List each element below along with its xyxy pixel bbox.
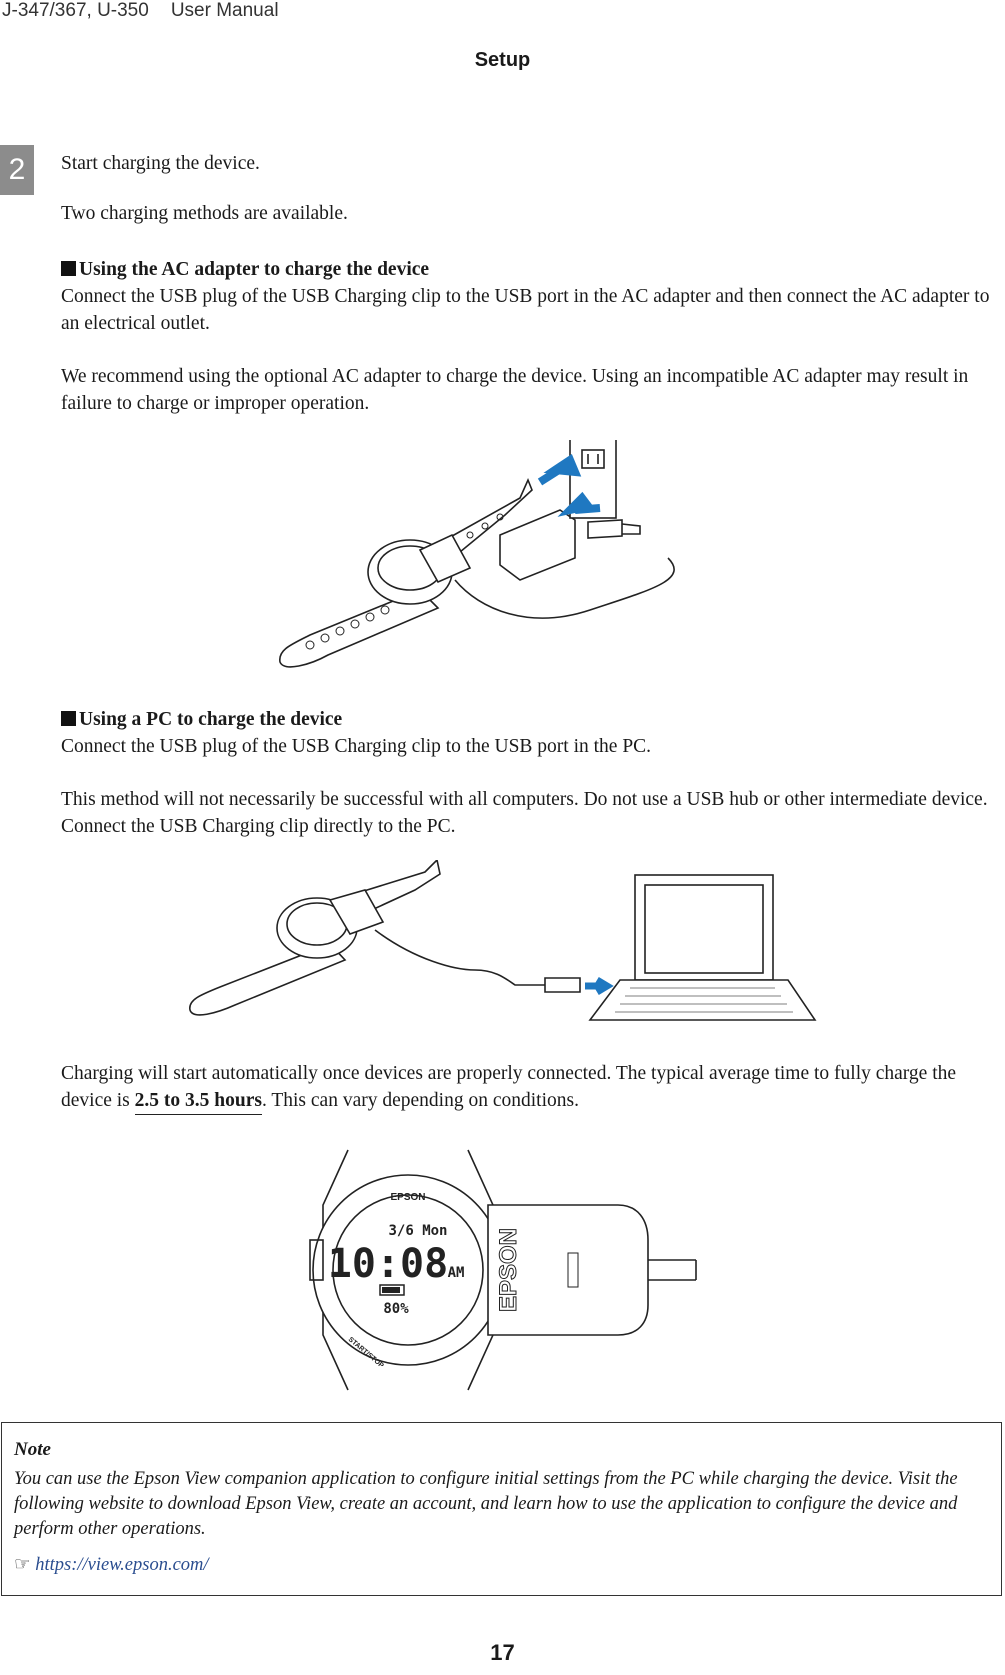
watch-time: 10:08	[327, 1241, 449, 1287]
pointing-hand-icon: ☞	[14, 1555, 31, 1575]
ac-adapter-charging-figure	[270, 440, 730, 675]
epson-view-link[interactable]: ☞ https://view.epson.com/	[14, 1555, 209, 1575]
pc-charging-figure	[185, 860, 820, 1030]
ac-method-heading: Using the AC adapter to charge the device	[61, 256, 429, 283]
watch-brand: EPSON	[390, 1192, 426, 1203]
section-title: Setup	[474, 49, 531, 71]
watch-battery-percent: 80%	[383, 1301, 409, 1317]
charging-time-info: Charging will start automatically once devices are properly connected. The typical average time to fully charge the device is 2.5 to 3.5 hours. This can vary depending on conditions.	[61, 1060, 1001, 1114]
square-bullet-icon	[61, 261, 76, 276]
note-body: You can use the Epson View companion application to configure initial settings from the PC while charging the device. Visit the following website to download Epson View, create an account, and learn how to use the application to configure the device and perform other operations.	[14, 1469, 958, 1539]
start-stop-label: START/STOP	[346, 1336, 385, 1370]
page-number: 17	[490, 1640, 515, 1665]
step-intro: Two charging methods are available.	[61, 203, 348, 224]
step-number-badge: 2	[0, 145, 34, 195]
charge-time-highlight: 2.5 to 3.5 hours	[135, 1090, 262, 1115]
pc-method-heading: Using a PC to charge the device	[61, 706, 342, 733]
ac-method-instruction: Connect the USB plug of the USB Charging clip to the USB port in the AC adapter and then connect the AC adapter to an electrical outlet.	[61, 286, 990, 334]
square-bullet-icon	[61, 711, 76, 726]
watch-date: 3/6 Mon	[388, 1223, 448, 1239]
clip-brand: EPSON	[495, 1227, 522, 1313]
watch-display-figure	[308, 1145, 698, 1395]
pc-method-instruction: Connect the USB plug of the USB Charging clip to the USB port in the PC.	[61, 736, 652, 757]
step-title: Start charging the device.	[61, 153, 260, 174]
note-title: Note	[14, 1439, 51, 1460]
note-box	[1, 1422, 1002, 1596]
ac-method-recommendation: We recommend using the optional AC adapter to charge the device. Using an incompatible AC adapter may result in failure to charge or improper operation.	[61, 366, 969, 414]
running-header	[2, 0, 279, 22]
pc-method-caution: This method will not necessarily be successful with all computers. Do not use a USB hub or other intermediate device. Connect the USB Charging clip directly to the PC.	[61, 789, 988, 837]
manual-label: User Manual	[170, 0, 279, 21]
watch-ampm: AM	[447, 1265, 465, 1281]
model-label: J-347/367, U-350	[2, 0, 149, 21]
